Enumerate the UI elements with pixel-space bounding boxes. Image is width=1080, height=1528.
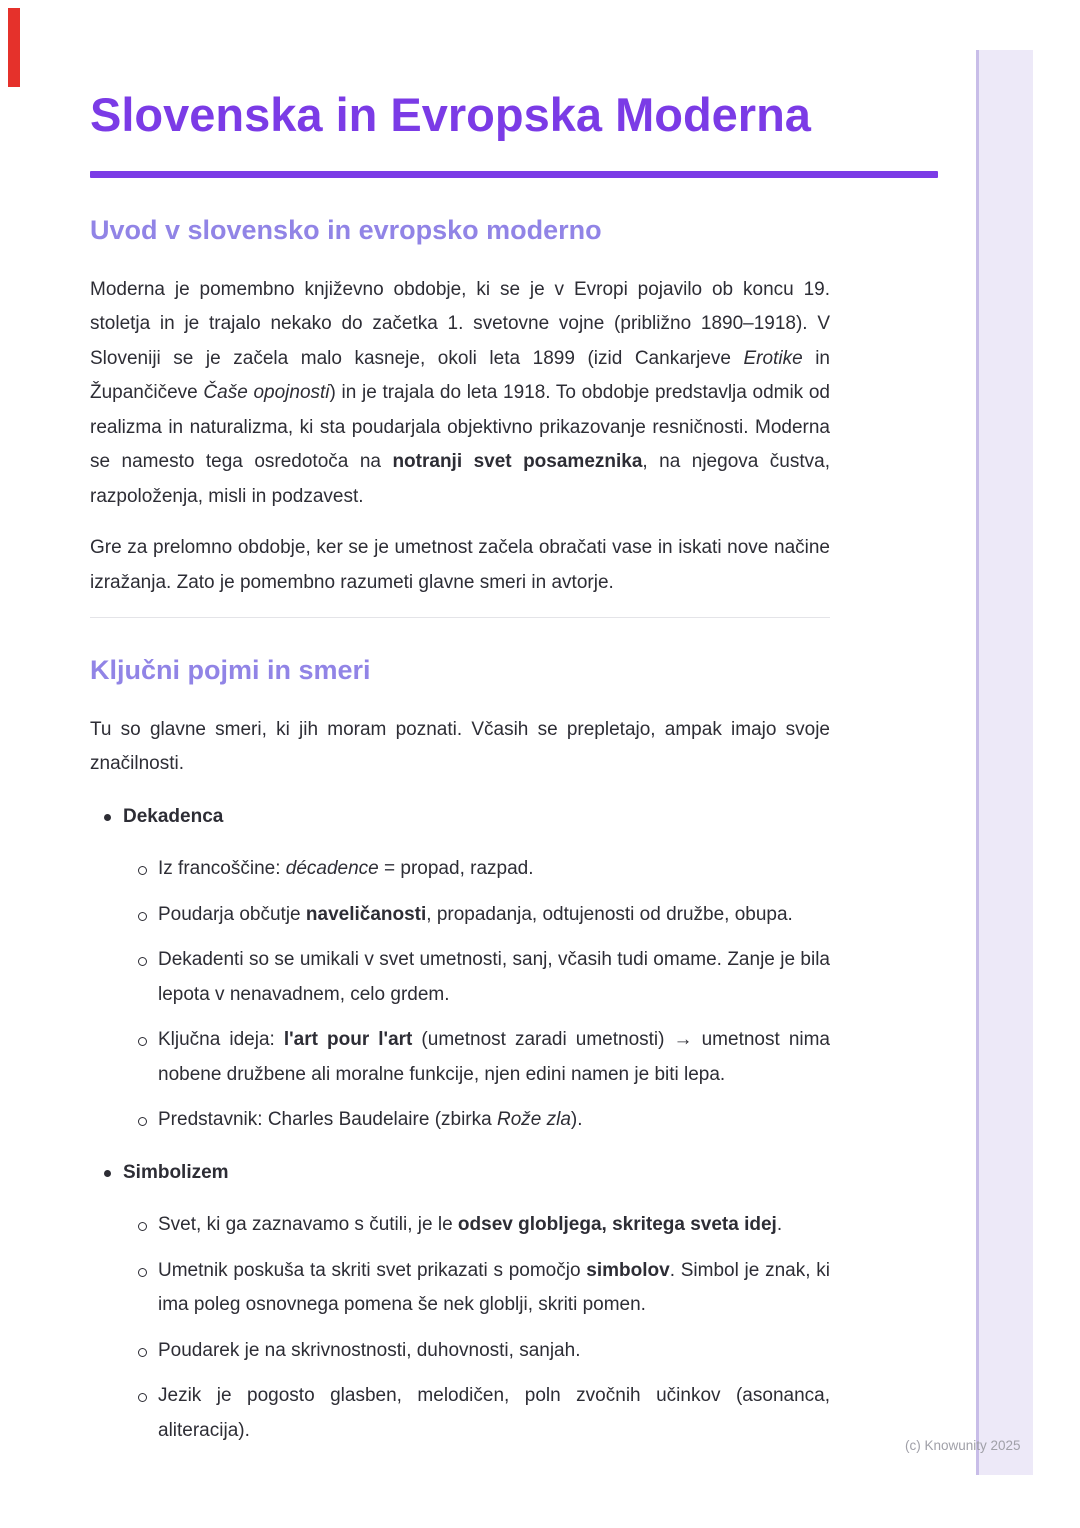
list-term-label: Dekadenca [123, 805, 224, 827]
circle-bullet-icon [138, 1222, 147, 1231]
content-column [90, 0, 946, 1459]
sub-list-item [90, 1208, 830, 1243]
sub-list-item [90, 1254, 830, 1323]
text-run: odsev globljega, skritega sveta idej [457, 1214, 777, 1236]
circle-bullet-icon [138, 866, 147, 875]
text-run: Poudarek je na skrivnostnosti, duhovnosti, sanjah. [158, 1339, 581, 1361]
bullet-list [90, 800, 946, 1449]
circle-bullet-icon [138, 1037, 147, 1046]
text-run: = propad, razpad. [378, 858, 534, 880]
text-run: Jezik je pogosto glasben, melodičen, poln zvočnih učinkov (asonanca, aliteracija). [158, 1385, 830, 1441]
sub-list-item-text [158, 1109, 583, 1130]
sub-list-item-text [158, 1340, 580, 1361]
paragraph [90, 713, 830, 782]
text-run: Ključna ideja: [158, 1029, 284, 1051]
paragraph [90, 531, 830, 600]
circle-bullet-icon [138, 912, 147, 921]
list-term [90, 1156, 946, 1191]
sub-list-item-text [158, 1260, 830, 1316]
sections [90, 214, 946, 1448]
text-run: Umetnik poskuša ta skriti svet prikazati s pomočjo [158, 1259, 587, 1281]
text-run: Svet, ki ga zaznavamo s čutili, je le [158, 1214, 458, 1236]
section-heading: Ključni pojmi in smeri [90, 655, 371, 686]
sub-list-item [90, 1103, 830, 1138]
page-title: Slovenska in Evropska Moderna [90, 88, 811, 141]
red-marker [8, 8, 20, 87]
circle-bullet-icon [138, 1393, 147, 1402]
text-run: Poudarja občutje [158, 903, 306, 925]
text-run: simbolov [586, 1259, 670, 1281]
circle-bullet-icon [138, 1117, 147, 1126]
circle-bullet-icon [138, 1348, 147, 1357]
text-run: l'art pour l'art [283, 1029, 413, 1051]
text-run: in Župančičeve [90, 347, 830, 404]
text-run: . [776, 1214, 783, 1236]
sub-list-item [90, 852, 830, 887]
sub-list-item-text [158, 858, 534, 879]
text-run: Iz francoščine: [158, 858, 286, 880]
text-run: ). [570, 1109, 583, 1131]
footer-credit: (c) Knowunity 2025 [905, 1438, 1021, 1453]
text-run: décadence [285, 858, 379, 880]
list-term [90, 800, 946, 835]
paragraph [90, 273, 830, 515]
text-run: , propadanja, odtujenosti od družbe, obupa. [426, 903, 793, 925]
text-run: ) in je trajala do leta 1918. To obdobje predstavlja odmik od realizma in naturalizma, ki sta poudarjala objektivno prikazovanje resničnosti. Moderna se namesto tega osredotoča na [90, 382, 830, 473]
text-run: , na njegova čustva, razpoloženja, misli in podzavest. [90, 451, 830, 507]
sub-list-item [90, 1379, 830, 1448]
text-run: Čaše opojnosti [203, 382, 330, 404]
sub-list-item-text [158, 1029, 830, 1085]
text-run: notranji svet posameznika [392, 451, 643, 473]
sub-list-item-text [158, 1385, 830, 1441]
text-run: . Simbol je znak, ki ima poleg osnovnega pomena še nek globlji, skriti pomen. [158, 1259, 830, 1316]
sub-list-item [90, 898, 830, 933]
sub-list-item-text [158, 949, 830, 1005]
text-run: naveličanosti [305, 903, 427, 925]
section-heading: Uvod v slovensko in evropsko moderno [90, 215, 602, 246]
sub-list-item-text [158, 904, 793, 925]
list-term-label: Simbolizem [123, 1161, 229, 1183]
text-run: Gre za prelomno obdobje, ker se je umetnost začela obračati vase in iskati nove načine izražanja. Zato je pomembno razumeti glavne smeri in avtorje. [90, 537, 830, 593]
side-strip [976, 50, 1033, 1475]
text-run: Erotike [743, 347, 803, 369]
sub-list-item [90, 1023, 830, 1092]
text-run: Predstavnik: Charles Baudelaire (zbirka [158, 1109, 497, 1131]
circle-bullet-icon [138, 1268, 147, 1277]
text-run: (umetnost zaradi umetnosti) → umetnost nima nobene družbene ali moralne funkcije, njen edini namen je biti lepa. [158, 1029, 830, 1085]
title-underline-rule [90, 171, 938, 178]
sub-list-item [90, 1334, 830, 1369]
sub-list-item [90, 943, 830, 1012]
list-item [90, 800, 946, 1138]
text-run: Tu so glavne smeri, ki jih moram poznati. Včasih se prepletajo, ampak imajo svoje značilnosti. [90, 718, 830, 775]
text-run: Dekadenti so se umikali v svet umetnosti, sanj, včasih tudi omame. Zanje je bila lepota v nenavadnem, celo grdem. [158, 949, 830, 1005]
disc-bullet-icon [104, 1170, 111, 1177]
text-run: Rože zla [497, 1109, 571, 1131]
list-item [90, 1156, 946, 1449]
sub-list-item-text [158, 1214, 782, 1235]
sub-bullet-list [90, 1208, 946, 1448]
section-divider [90, 617, 830, 618]
circle-bullet-icon [138, 957, 147, 966]
sub-bullet-list [90, 852, 946, 1138]
disc-bullet-icon [104, 814, 111, 821]
text-run: Moderna je pomembno književno obdobje, ki se je v Evropi pojavilo ob koncu 19. stoletja in je trajalo nekako do začetka 1. svetovne vojne (približno 1890–1918). V Sloveniji se je začela malo kasneje, okoli leta 1899 (izid Cankarjeve [90, 278, 830, 369]
